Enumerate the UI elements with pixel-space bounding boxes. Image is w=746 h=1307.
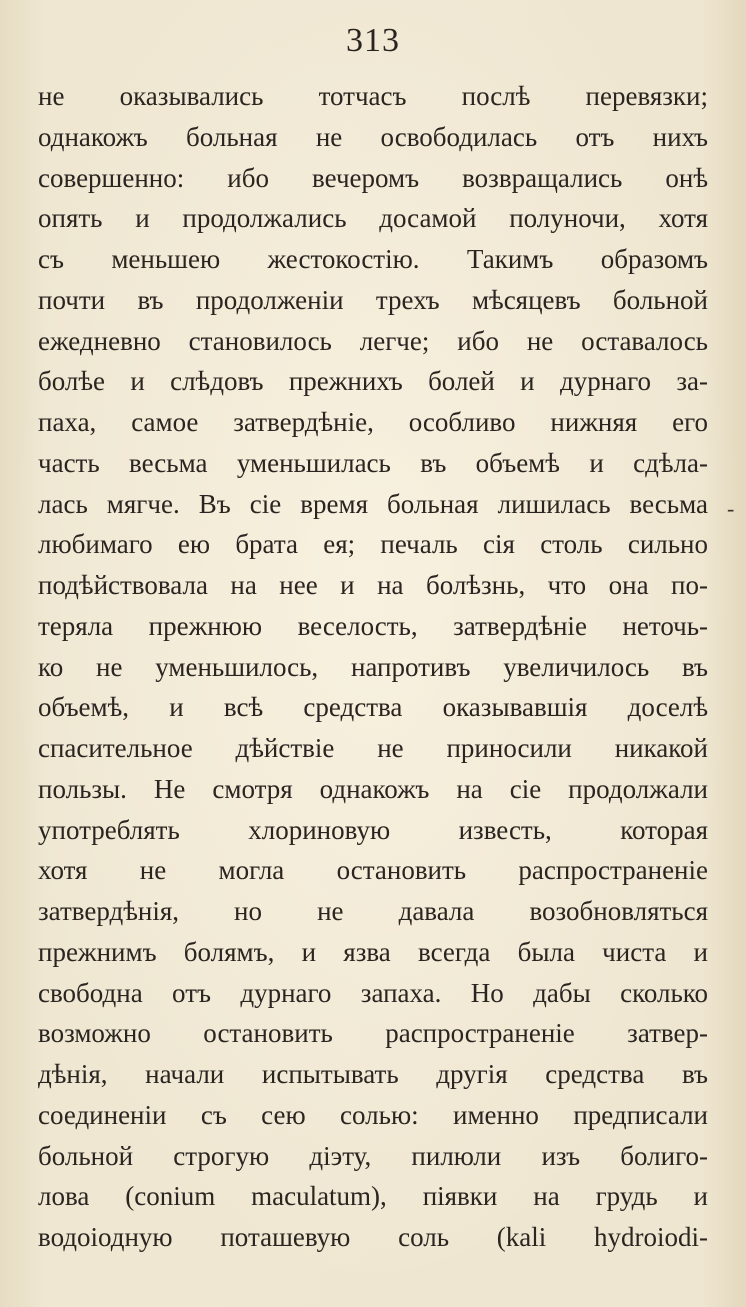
margin-mark: - (727, 496, 735, 521)
text-line: пользы. Не смотря однакожъ на сіе продолжали (38, 773, 708, 804)
text-line: прежнимъ болямъ, и язва всегда была чиста и (38, 936, 708, 967)
text-line: ко не уменьшилось, напротивъ увеличилось въ (38, 651, 708, 682)
text-line: съ меньшею жестокостію. Такимъ образомъ (38, 244, 708, 274)
text-line: возможно остановить распространеніе затвер- (38, 1018, 708, 1049)
text-line: лась мягче. Въ сіе время больная лишилась весьма (38, 488, 708, 519)
text-line: лова (conium maculatum), піявки на грудь и (38, 1181, 708, 1212)
text-line: любимаго ею брата ея; печаль сія столь сильно (38, 529, 708, 560)
text-line: водоіодную поташевую соль (kali hydroiodi- (38, 1222, 708, 1252)
text-line: затвердѣнія, но не давала возобновляться (38, 896, 708, 926)
text-line: употреблять хлориновую известь, которая (38, 814, 708, 845)
text-line: дѣнія, начали испытывать другія средства въ (38, 1059, 708, 1089)
text-line: хотя не могла остановить распространеніе (38, 855, 708, 886)
text-line: свободна отъ дурнаго запаха. Но дабы сколько (38, 977, 708, 1008)
text-line: совершенно: ибо вечеромъ возвращались онѣ (38, 162, 708, 193)
text-line: теряла прежнюю веселость, затвердѣніе неточь- (38, 610, 708, 641)
text-line: объемѣ, и всѣ средства оказывавшія доселѣ (38, 692, 708, 723)
text-line: болѣе и слѣдовъ прежнихъ болей и дурнаго за- (38, 366, 708, 397)
text-line: не оказывались тотчасъ послѣ перевязки; (38, 81, 708, 111)
text-line: однакожъ больная не освободилась отъ нихъ (38, 121, 708, 152)
text-line: почти въ продолженіи трехъ мѣсяцевъ больной (38, 284, 708, 315)
text-line: ежедневно становилось легче; ибо не оставалось (38, 325, 708, 356)
body-text (38, 76, 708, 1258)
text-line: спасительное дѣйствіе не приносили никакой (38, 733, 708, 763)
page-number: 313 (346, 22, 400, 59)
text-line: подѣйствовала на нее и на болѣзнь, что она по- (38, 570, 708, 600)
text-line: больной строгую діэту, пилюли изъ болиго- (38, 1140, 708, 1171)
text-line: часть весьма уменьшилась въ объемѣ и сдѣла- (38, 447, 708, 478)
text-line: паха, самое затвердѣніе, особливо нижняя его (38, 407, 708, 437)
text-line: опять и продолжались досамой полуночи, хотя (38, 203, 708, 234)
text-line: соединеніи съ сею солью: именно предписали (38, 1099, 708, 1130)
